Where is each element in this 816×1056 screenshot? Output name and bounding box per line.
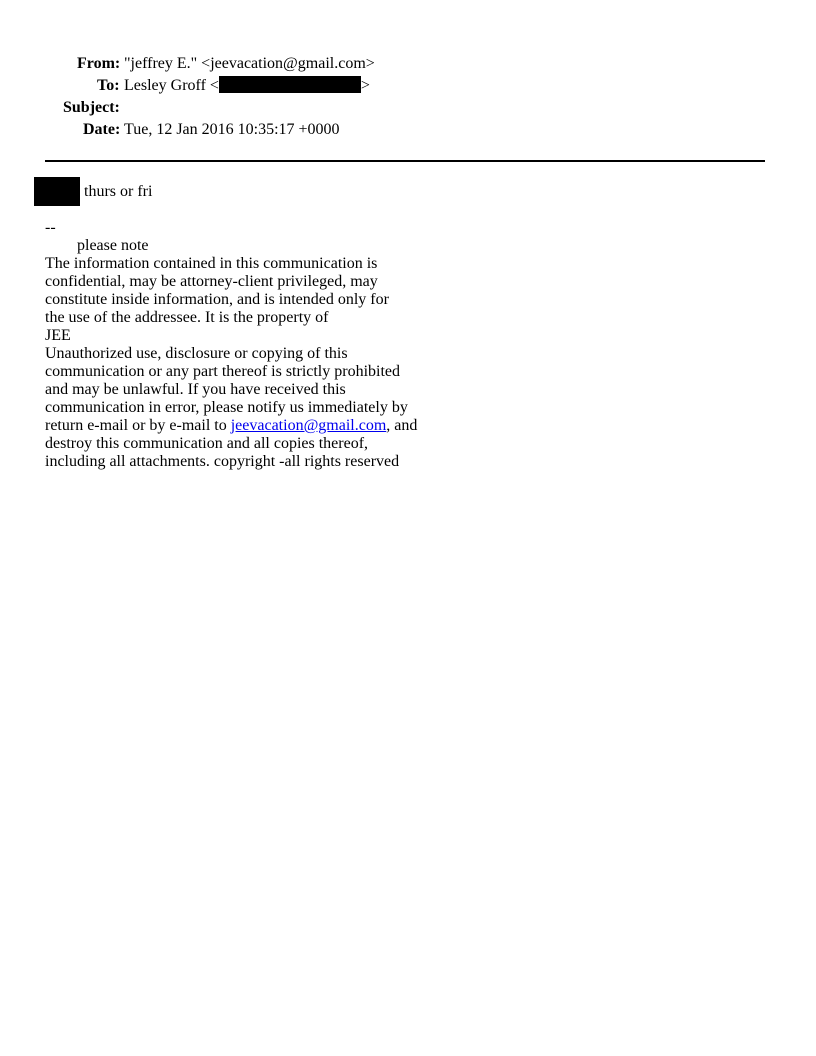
closing-line: destroy this communication and all copies thereof,: [45, 435, 369, 452]
disclaimer-line: The information contained in this communication is: [45, 255, 378, 272]
disclaimer-line: Unauthorized use, disclosure or copying of this: [45, 345, 348, 362]
to-redaction: [219, 76, 361, 93]
from-value: "jeffrey E." <jeevacation@gmail.com>: [124, 55, 375, 72]
disclaimer-line: confidential, may be attorney-client privileged, may: [45, 273, 378, 290]
return-line: [45, 417, 417, 435]
return-suffix: , and: [386, 417, 418, 434]
disclaimer-line: and may be unlawful. If you have received this: [45, 381, 346, 398]
disclaimer-line: the use of the addressee. It is the property of: [45, 309, 329, 326]
disclaimer-line: communication or any part thereof is strictly prohibited: [45, 363, 401, 380]
body-redaction: [34, 177, 80, 206]
signature-separator: --: [45, 219, 56, 236]
return-prefix: return e-mail or by e-mail to: [45, 417, 231, 434]
disclaimer-line: constitute inside information, and is intended only for: [45, 291, 389, 308]
email-link[interactable]: jeevacation@gmail.com: [230, 417, 387, 434]
please-note: please note: [77, 237, 149, 254]
date-label: Date:: [83, 121, 121, 138]
to-name: Lesley Groff <: [124, 77, 219, 94]
body-first-text: thurs or fri: [84, 183, 153, 200]
date-value: Tue, 12 Jan 2016 10:35:17 +0000: [124, 121, 340, 138]
disclaimer-line: JEE: [45, 327, 71, 344]
subject-label: Subject:: [63, 99, 120, 116]
disclaimer-line: communication in error, please notify us immediately by: [45, 399, 408, 416]
header-divider: [45, 160, 765, 162]
to-label: To:: [97, 77, 120, 94]
to-value: [124, 76, 370, 96]
closing-line: including all attachments. copyright -all rights reserved: [45, 453, 400, 470]
to-close: >: [360, 77, 370, 94]
from-label: From:: [77, 55, 121, 72]
